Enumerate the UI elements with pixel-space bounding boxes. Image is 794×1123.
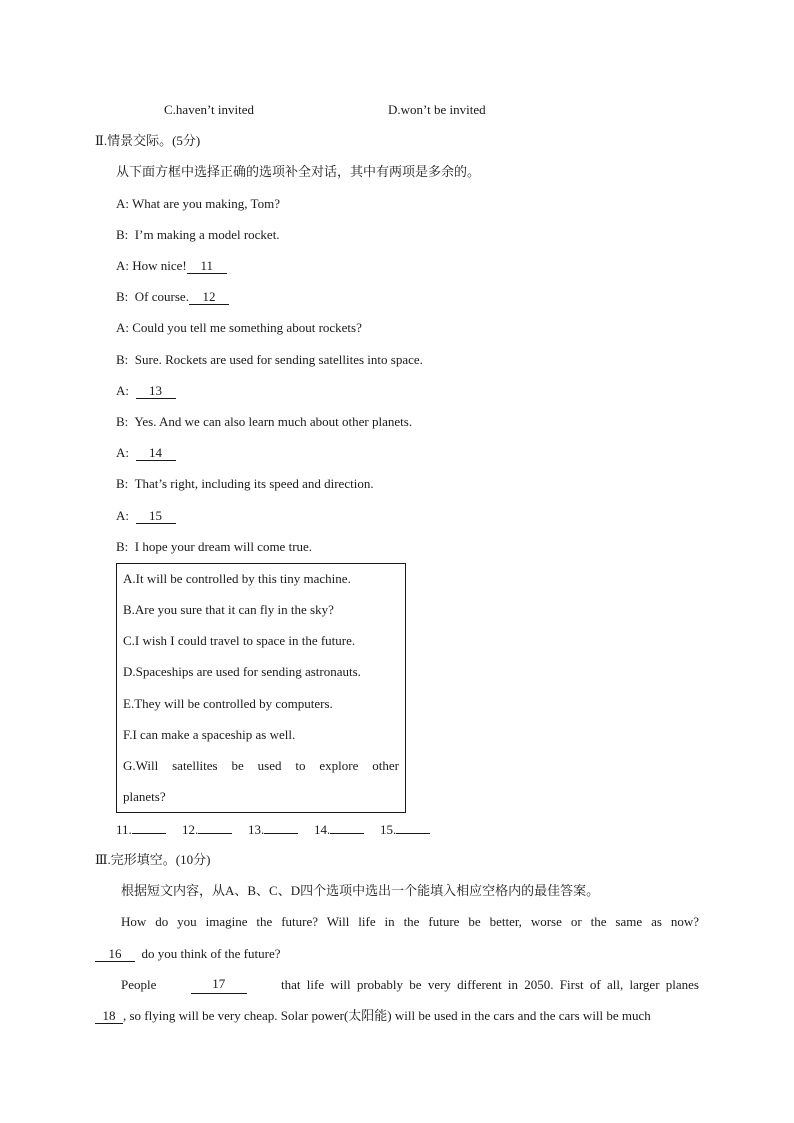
option-b: B.Are you sure that it can fly in the sky? [123,602,334,617]
passage-p1-line1: How do you imagine the future? Will life in the future be better, worse or the same as now? [121,914,699,929]
options-box [116,563,406,813]
answer-slot-15 [380,821,430,839]
dialogue-line-11 [116,507,176,525]
answer-slot-label: 13. [248,822,265,837]
blank-18[interactable]: 18 [95,1008,123,1024]
answer-blank[interactable] [330,833,364,834]
section2-heading: Ⅱ.情景交际。(5分) [95,133,201,148]
blank-14[interactable]: 14 [136,445,176,461]
blank-15[interactable]: 15 [136,508,176,524]
option-d-box: D.Spaceships are used for sending astronauts. [123,664,361,679]
passage-p2-line2 [95,1007,651,1025]
dialogue-text: How nice! [132,258,187,273]
passage-text: , so flying will be very cheap. Solar power(太阳能) will be used in the cars and the cars will be much [123,1008,651,1023]
answer-slot-13 [248,821,298,839]
option-e: E.They will be controlled by computers. [123,696,333,711]
dialogue-line-12 [116,538,312,556]
option-c-box: C.I wish I could travel to space in the future. [123,633,356,648]
dialogue-line-5 [116,319,362,337]
dialogue-text: Sure. Rockets are used for sending satellites into space. [134,352,423,367]
answer-slot-label: 15. [380,822,397,837]
dialogue-text: What are you making, Tom? [132,196,280,211]
dialogue-line-8 [116,413,412,431]
dialogue-line-10 [116,475,374,493]
dialogue-line-7 [116,382,176,400]
dialogue-text: That’s right, including its speed and direction. [134,476,374,491]
answer-slot-14 [314,821,364,839]
option-d: D.won’t be invited [388,102,486,117]
dialogue-line-1 [116,195,280,213]
answer-blank[interactable] [198,833,232,834]
passage-text: do you think of the future? [141,946,281,961]
speaker: A: [116,508,129,523]
option-c: C.haven’t invited [164,102,255,117]
blank-13[interactable]: 13 [136,383,176,399]
passage-p2-line1 [121,976,699,994]
answer-blank[interactable] [264,833,298,834]
answer-slot-label: 12. [182,822,199,837]
section3-instruction: 根据短文内容，从A、B、C、D四个选项中选出一个能填入相应空格内的最佳答案。 [121,883,600,898]
dialogue-line-9 [116,444,176,462]
speaker: B: [116,476,129,491]
blank-17[interactable]: 17 [191,976,247,994]
dialogue-line-2 [116,226,280,244]
section3-heading: Ⅲ.完形填空。(10分) [95,852,211,867]
option-f: F.I can make a spaceship as well. [123,727,296,742]
speaker: B: [116,227,129,242]
dialogue-line-6 [116,351,423,369]
speaker: A: [116,258,129,273]
answer-slot-11 [116,821,166,839]
speaker: A: [116,383,129,398]
passage-text: People [121,977,157,992]
option-a: A.It will be controlled by this tiny machine. [123,571,351,586]
speaker: A: [116,196,129,211]
option-g: G.Will satellites be used to explore other [123,758,399,773]
answer-slot-label: 11. [116,822,132,837]
dialogue-text: Yes. And we can also learn much about other planets. [134,414,413,429]
answer-blank[interactable] [396,833,430,834]
answer-slot-12 [182,821,232,839]
speaker: B: [116,289,129,304]
blank-11[interactable]: 11 [187,258,227,274]
answer-blank[interactable] [132,833,166,834]
speaker: B: [116,352,129,367]
blank-12[interactable]: 12 [189,289,229,305]
dialogue-text: I hope your dream will come true. [134,539,313,554]
passage-p1-line2 [95,945,281,963]
dialogue-text: Of course. [134,289,189,304]
dialogue-text: I’m making a model rocket. [134,227,280,242]
speaker: A: [116,320,129,335]
dialogue-line-3 [116,257,227,275]
dialogue-text: Could you tell me something about rockets? [132,320,362,335]
passage-text: that life will probably be very different in 2050. First of all, larger planes [281,977,699,992]
speaker: B: [116,539,129,554]
dialogue-line-4 [116,288,229,306]
blank-16[interactable]: 16 [95,946,135,962]
section2-instruction: 从下面方框中选择正确的选项补全对话，其中有两项是多余的。 [116,164,481,179]
option-g-cont: planets? [123,789,166,804]
answer-slot-label: 14. [314,822,331,837]
speaker: B: [116,414,129,429]
speaker: A: [116,445,129,460]
